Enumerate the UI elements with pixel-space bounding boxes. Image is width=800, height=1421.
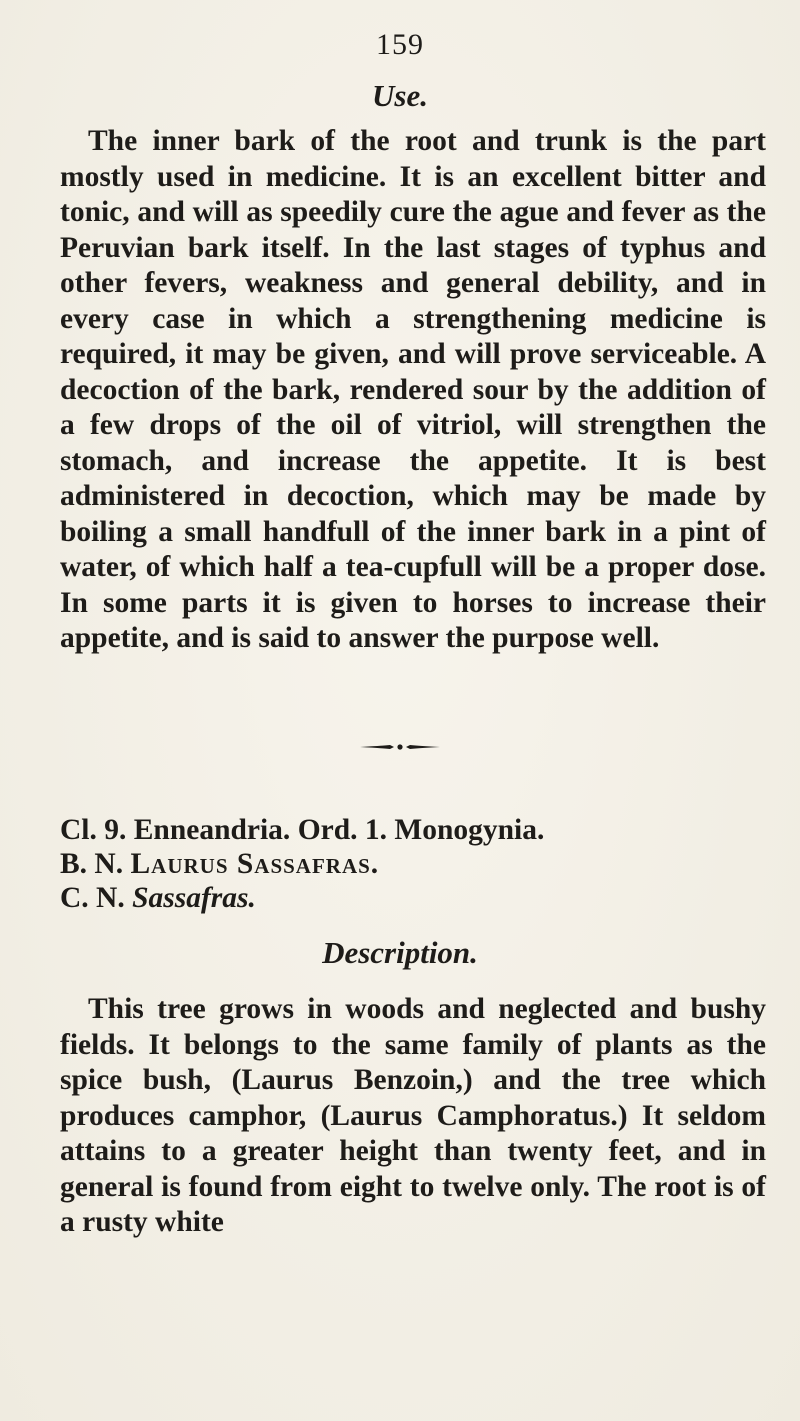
botanical-name-line — [60, 847, 760, 881]
botanical-label: B. N. — [60, 848, 124, 880]
section-divider-ornament — [360, 742, 440, 752]
use-heading: Use. — [372, 78, 428, 113]
page-number: 159 — [376, 28, 424, 61]
description-heading: Description. — [322, 935, 478, 970]
order-name: Monogynia. — [394, 814, 545, 846]
common-label: C. N. — [60, 882, 125, 914]
order-label: Ord. 1. — [297, 814, 388, 846]
use-paragraph: The inner bark of the root and trunk is the part mostly used in medicine. It is an excellent bitter and tonic, and will as speedily cure the ague and fever as the Peruvian bark itself. In the last stages of typhus and other fevers, weakness and general debility, and in every case in which a strengthening medicine is required, it may be given, and will prove serviceable. A decoction of the bark, rendered sour by the addition of a few drops of the oil of vitriol, will strengthen the stomach, and increase the appetite. It is best administered in decoction, which may be made by boiling a small handfull of the inner bark in a pint of water, of which half a tea-cupfull will be a proper dose. In some parts it is given to horses to increase their appetite, and is said to answer the purpose well. — [60, 125, 766, 654]
classification-block — [60, 813, 760, 915]
class-label: Cl. 9. — [60, 814, 127, 846]
class-line — [60, 813, 760, 847]
description-paragraph: This tree grows in woods and neglected and bushy fields. It belongs to the same family of plants as the spice bush, (Laurus Benzoin,) and the tree which produces camphor, (Laurus Camphoratus.) It seldom attains to a greater height than twenty feet, and in general is found from eight to twelve only. The root is of a rusty white — [60, 993, 766, 1238]
botanical-name: Laurus Sassafras. — [130, 848, 380, 880]
common-name-line — [60, 881, 760, 915]
common-name: Sassafras. — [132, 882, 256, 914]
class-name: Enneandria. — [133, 814, 291, 846]
